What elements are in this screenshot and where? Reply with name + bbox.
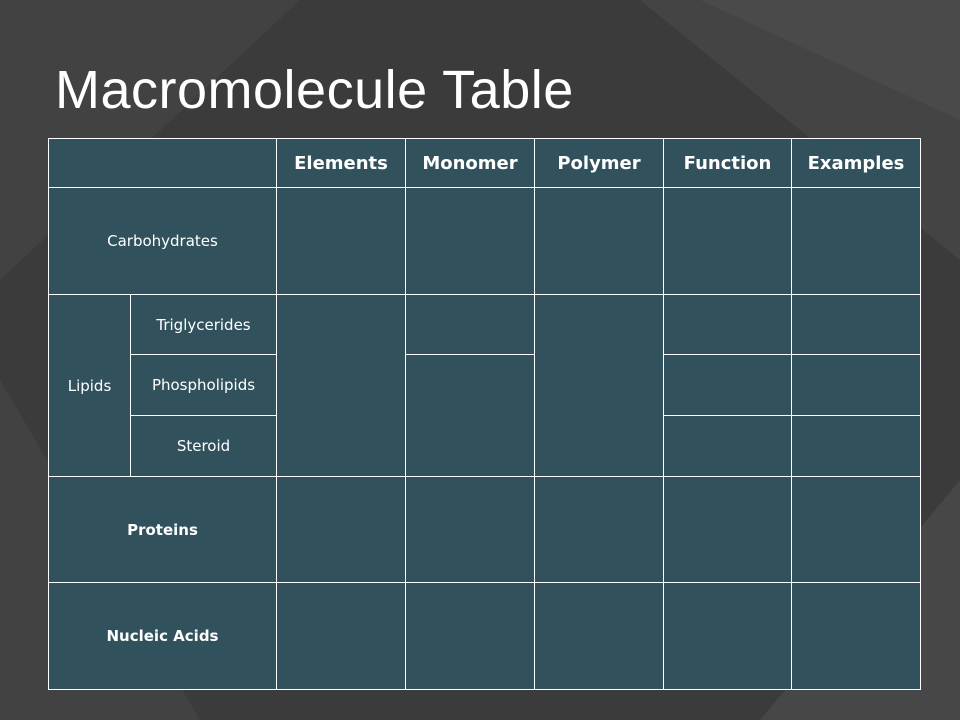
- label-proteins: Proteins: [49, 477, 277, 583]
- cell-triglycerides-examples: [792, 295, 921, 355]
- label-triglycerides: Triglycerides: [131, 295, 277, 355]
- cell-nucleic-acids-function: [664, 583, 792, 690]
- cell-triglycerides-function: [664, 295, 792, 355]
- macromolecule-table: [48, 138, 921, 690]
- cell-phospholipids-examples: [792, 355, 921, 416]
- header-monomer: Monomer: [406, 139, 535, 188]
- row-phospholipids: [49, 355, 921, 416]
- cell-proteins-elements: [277, 477, 406, 583]
- row-carbohydrates: [49, 188, 921, 295]
- cell-carbohydrates-elements: [277, 188, 406, 295]
- header-function: Function: [664, 139, 792, 188]
- cell-proteins-examples: [792, 477, 921, 583]
- cell-carbohydrates-monomer: [406, 188, 535, 295]
- cell-lipids-polymer: [535, 295, 664, 477]
- header-elements: Elements: [277, 139, 406, 188]
- slide-title: Macromolecule Table: [55, 60, 574, 120]
- cell-phospholipids-steroid-monomer: [406, 355, 535, 477]
- cell-proteins-polymer: [535, 477, 664, 583]
- row-nucleic-acids: [49, 583, 921, 690]
- cell-phospholipids-function: [664, 355, 792, 416]
- label-steroid: Steroid: [131, 416, 277, 477]
- cell-nucleic-acids-elements: [277, 583, 406, 690]
- cell-nucleic-acids-examples: [792, 583, 921, 690]
- cell-proteins-monomer: [406, 477, 535, 583]
- label-nucleic-acids: Nucleic Acids: [49, 583, 277, 690]
- header-examples: Examples: [792, 139, 921, 188]
- row-triglycerides: [49, 295, 921, 355]
- cell-carbohydrates-polymer: [535, 188, 664, 295]
- cell-carbohydrates-function: [664, 188, 792, 295]
- cell-triglycerides-monomer: [406, 295, 535, 355]
- header-corner: [49, 139, 277, 188]
- cell-nucleic-acids-monomer: [406, 583, 535, 690]
- label-carbohydrates: Carbohydrates: [49, 188, 277, 295]
- label-lipids: Lipids: [49, 295, 131, 477]
- cell-lipids-elements: [277, 295, 406, 477]
- header-row: [49, 139, 921, 188]
- header-polymer: Polymer: [535, 139, 664, 188]
- cell-carbohydrates-examples: [792, 188, 921, 295]
- row-proteins: [49, 477, 921, 583]
- cell-proteins-function: [664, 477, 792, 583]
- cell-steroid-function: [664, 416, 792, 477]
- cell-nucleic-acids-polymer: [535, 583, 664, 690]
- cell-steroid-examples: [792, 416, 921, 477]
- label-phospholipids: Phospholipids: [131, 355, 277, 416]
